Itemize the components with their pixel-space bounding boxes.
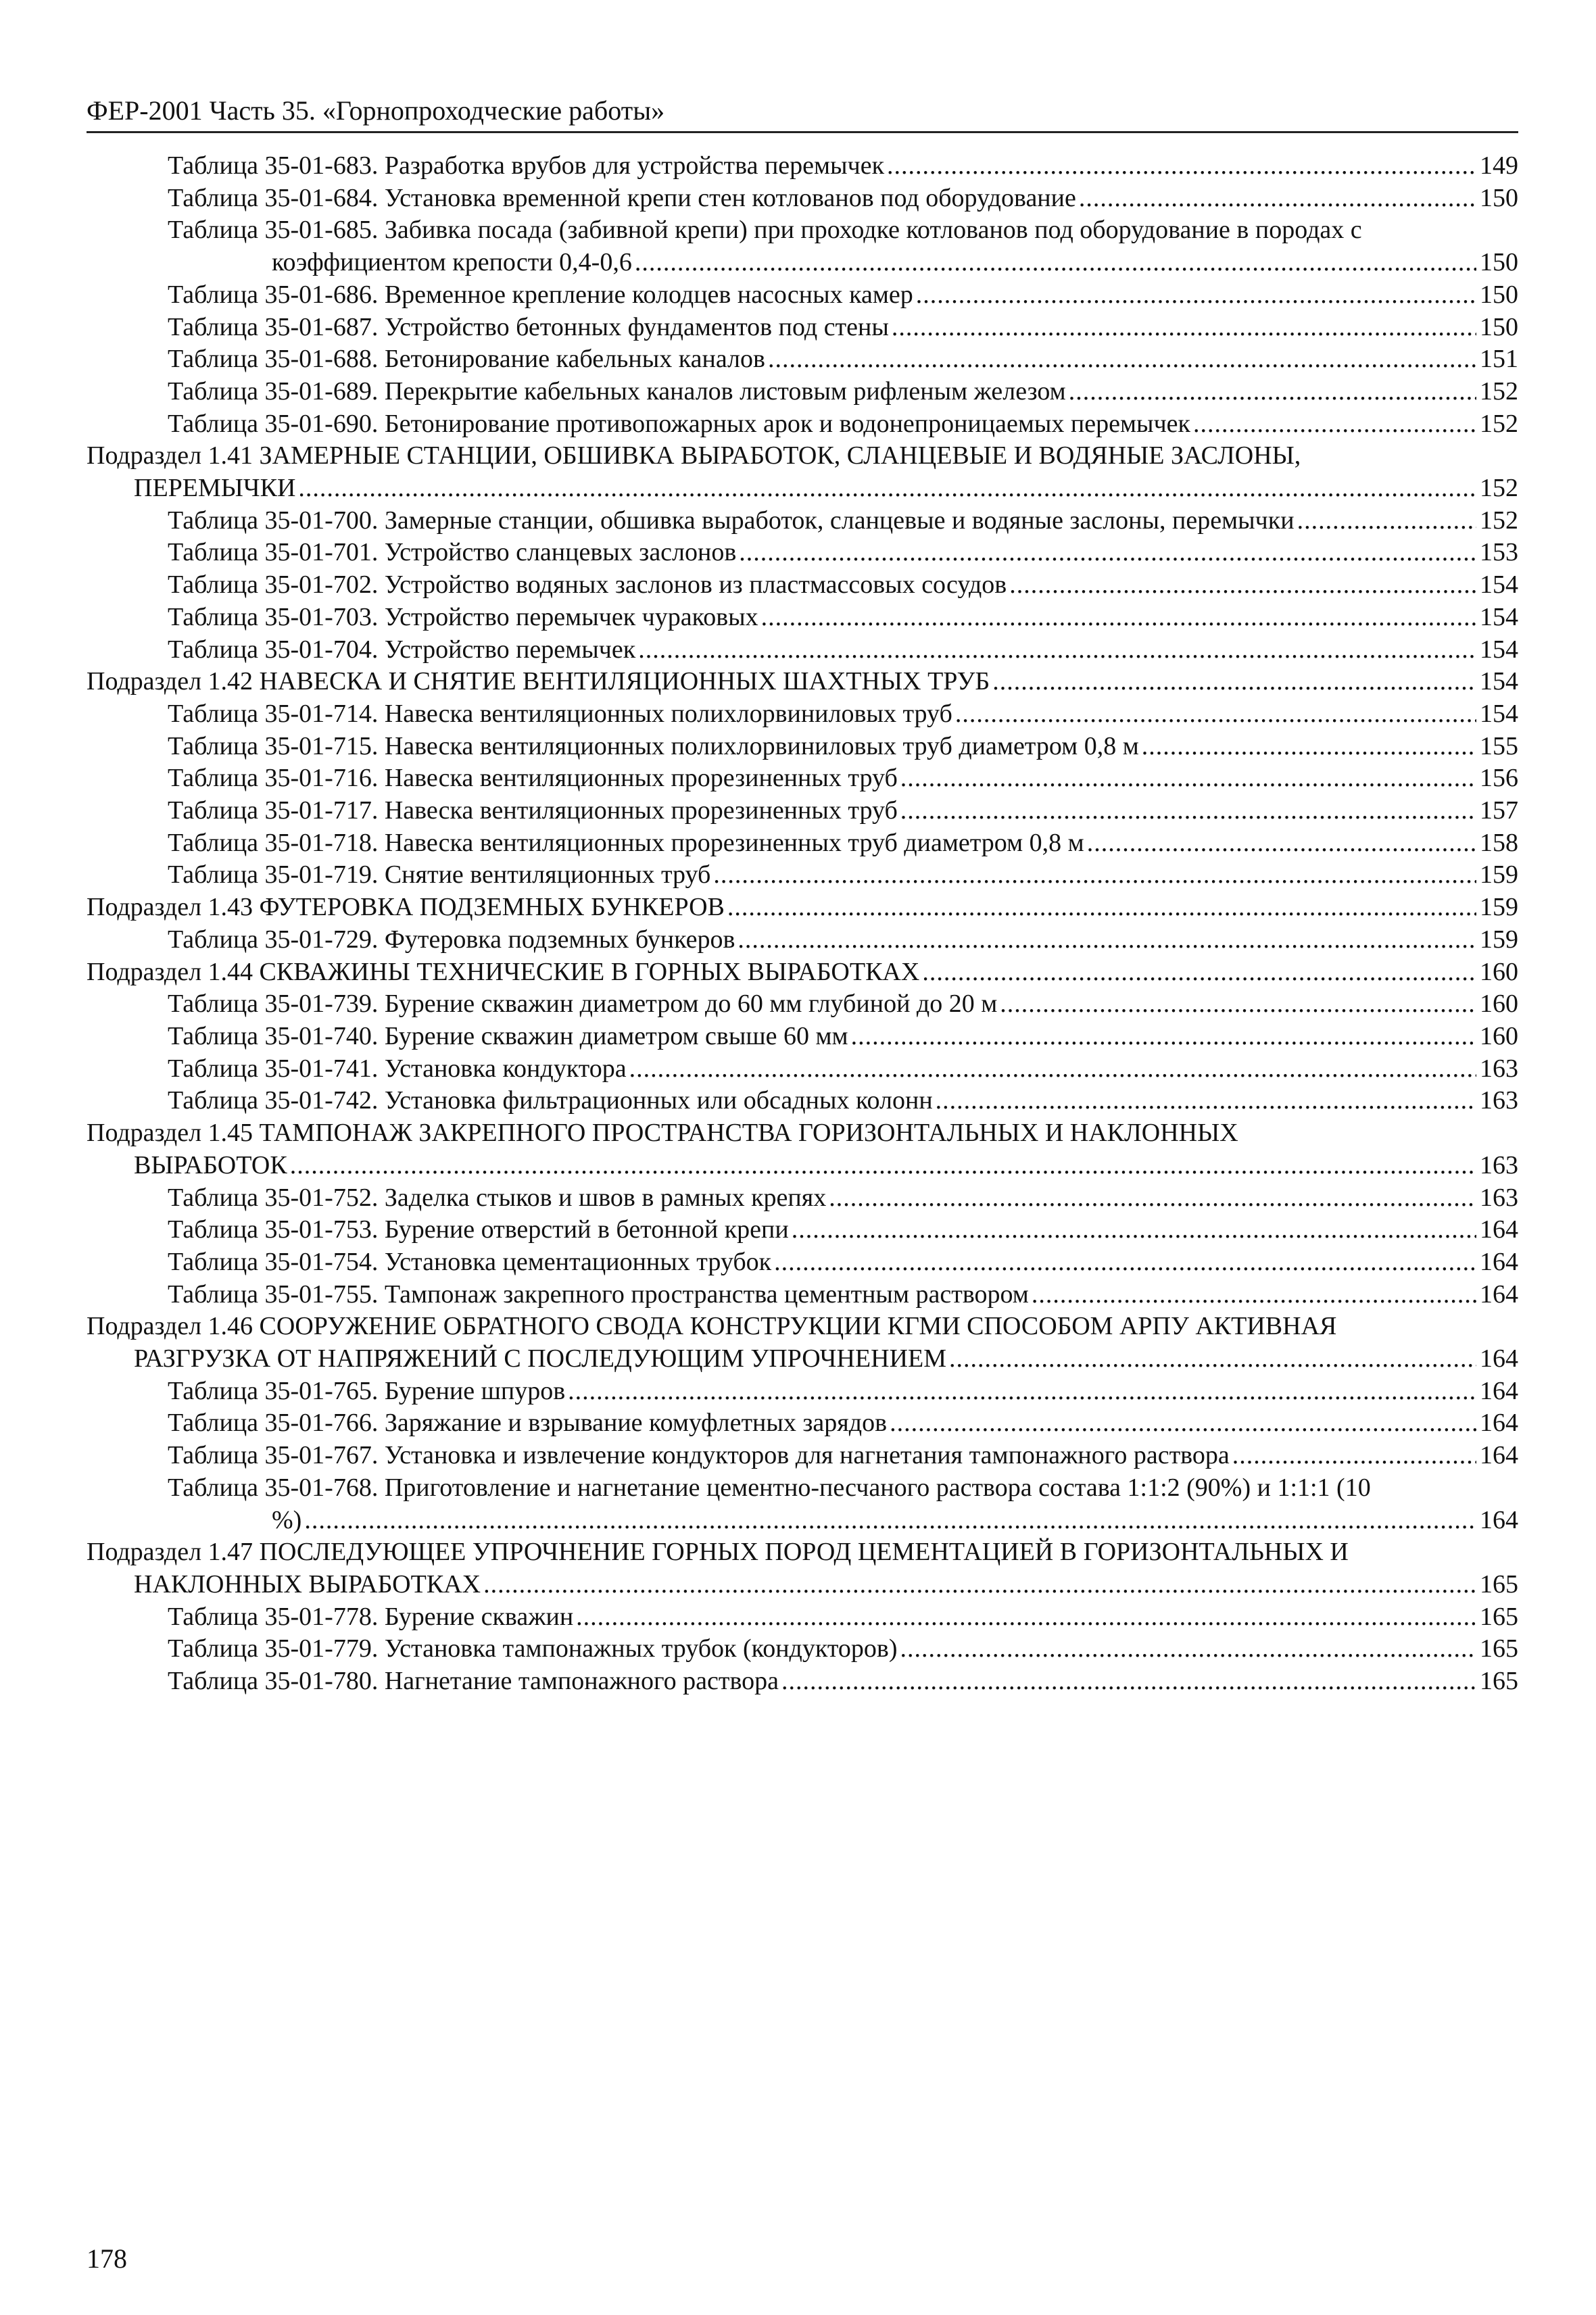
- toc-dot-leader: [851, 1021, 1476, 1053]
- toc-entry-title: ВЫРАБОТОК: [134, 1150, 287, 1179]
- toc-table-entry: [87, 827, 1518, 860]
- toc-dot-leader: [1032, 1279, 1476, 1311]
- toc-entry-page: 150: [1480, 183, 1518, 212]
- toc-entry-title: Таблица 35-01-741. Установка кондуктора: [168, 1054, 627, 1083]
- toc-dot-leader: [922, 956, 1476, 989]
- header-divider: [87, 131, 1518, 133]
- toc-entry-page: 160: [1480, 990, 1518, 1019]
- toc-entry-page: 163: [1480, 1054, 1518, 1083]
- toc-dot-leader: [774, 1246, 1476, 1279]
- toc-dot-leader: [1079, 182, 1476, 215]
- toc-entry-page: 164: [1480, 1247, 1518, 1276]
- toc-entry-title: Подраздел 1.41 ЗАМЕРНЫЕ СТАНЦИИ, ОБШИВКА ВЫРАБОТОК, СЛАНЦЕВЫЕ И ВОДЯНЫЕ ЗАСЛОНЫ,: [87, 441, 1301, 470]
- toc-dot-leader: [900, 795, 1476, 827]
- toc-table-entry: [87, 376, 1518, 408]
- toc-table-entry: [87, 1085, 1518, 1117]
- toc-dot-leader: [992, 666, 1476, 698]
- toc-entry-title: Таблица 35-01-717. Навеска вентиляционных прорезиненных труб: [168, 796, 898, 825]
- toc-dot-leader: [304, 1505, 1476, 1537]
- toc-entry-page: 164: [1480, 1505, 1518, 1534]
- toc-table-entry: [87, 1053, 1518, 1086]
- toc-entry-title: Таблица 35-01-739. Бурение скважин диаметром до 60 мм глубиной до 20 м: [168, 990, 998, 1019]
- toc-entry-title: Таблица 35-01-755. Тампонаж закрепного пространства цементным раствором: [168, 1280, 1029, 1309]
- toc-table-entry: [87, 602, 1518, 634]
- toc-table-entry: [87, 214, 1518, 247]
- toc-entry-title: Таблица 35-01-690. Бетонирование противопожарных арок и водонепроницаемых перемычек: [168, 409, 1191, 438]
- toc-table-entry: [87, 1472, 1518, 1505]
- toc-section-entry: [87, 1343, 1518, 1375]
- toc-table-entry: [87, 343, 1518, 376]
- toc-entry-title: Таблица 35-01-753. Бурение отверстий в бетонной крепи: [168, 1215, 789, 1244]
- toc-entry-page: 159: [1480, 893, 1518, 922]
- toc-dot-leader: [629, 1053, 1476, 1086]
- toc-table-entry: [87, 859, 1518, 892]
- toc-entry-page: 156: [1480, 764, 1518, 793]
- toc-entry-title: %): [272, 1505, 302, 1534]
- toc-table-entry: [87, 731, 1518, 763]
- toc-entry-title: Подраздел 1.42 НАВЕСКА И СНЯТИЕ ВЕНТИЛЯЦИОННЫХ ШАХТНЫХ ТРУБ: [87, 667, 990, 696]
- toc-entry-title: Таблица 35-01-703. Устройство перемычек чураковых: [168, 602, 758, 631]
- toc-entry-page: 160: [1480, 957, 1518, 986]
- toc-dot-leader: [638, 634, 1476, 666]
- toc-table-entry: [87, 1601, 1518, 1634]
- toc-entry-title: Таблица 35-01-704. Устройство перемычек: [168, 635, 636, 664]
- toc-entry-page: 154: [1480, 635, 1518, 664]
- toc-section-entry: [87, 1117, 1518, 1150]
- toc-table-entry: [87, 1407, 1518, 1440]
- toc-entry-title: Таблица 35-01-687. Устройство бетонных фундаментов под стены: [168, 312, 889, 341]
- toc-entry-page: 154: [1480, 570, 1518, 600]
- toc-entry-page: 164: [1480, 1280, 1518, 1309]
- toc-entry-page: 154: [1480, 699, 1518, 728]
- toc-entry-title: Подраздел 1.47 ПОСЛЕДУЮЩЕЕ УПРОЧНЕНИЕ ГОРНЫХ ПОРОД ЦЕМЕНТАЦИЕЙ В ГОРИЗОНТАЛЬНЫХ И: [87, 1538, 1349, 1567]
- toc-dot-leader: [568, 1375, 1476, 1408]
- toc-dot-leader: [792, 1214, 1476, 1246]
- toc-dot-leader: [290, 1150, 1476, 1182]
- toc-table-entry: [87, 1021, 1518, 1053]
- toc-entry-title: Таблица 35-01-684. Установка временной крепи стен котлованов под оборудование: [168, 183, 1076, 212]
- toc-entry-title: Подраздел 1.45 ТАМПОНАЖ ЗАКРЕПНОГО ПРОСТРАНСТВА ГОРИЗОНТАЛЬНЫХ И НАКЛОННЫХ: [87, 1119, 1238, 1148]
- toc-entry-title: Таблица 35-01-766. Заряжание и взрывание комуфлетных зарядов: [168, 1409, 888, 1438]
- toc-entry-title: Таблица 35-01-768. Приготовление и нагнетание цементно-песчаного раствора состава 1:1:2 (90%) и 1:1:1 (10: [168, 1473, 1371, 1502]
- toc-entry-page: 154: [1480, 602, 1518, 631]
- toc-dot-leader: [727, 892, 1476, 924]
- toc-dot-leader: [900, 1633, 1476, 1665]
- table-of-contents: [87, 150, 1518, 1698]
- toc-dot-leader: [713, 859, 1476, 892]
- toc-entry-page: 164: [1480, 1344, 1518, 1373]
- toc-dot-leader: [1193, 408, 1476, 441]
- toc-table-entry: [87, 182, 1518, 215]
- toc-section-entry: [87, 472, 1518, 505]
- toc-entry-page: 158: [1480, 828, 1518, 857]
- toc-entry-page: 150: [1480, 312, 1518, 341]
- toc-entry-title: Таблица 35-01-742. Установка фильтрационных или обсадных колонн: [168, 1086, 933, 1115]
- toc-entry-page: 165: [1480, 1569, 1518, 1599]
- toc-dot-leader: [949, 1343, 1476, 1375]
- toc-section-entry: [87, 666, 1518, 698]
- toc-entry-page: 152: [1480, 409, 1518, 438]
- toc-entry-page: 152: [1480, 376, 1518, 406]
- toc-dot-leader: [483, 1569, 1476, 1601]
- toc-entry-title: Таблица 35-01-779. Установка тампонажных трубок (кондукторов): [168, 1634, 898, 1663]
- toc-dot-leader: [1000, 988, 1476, 1021]
- running-header: ФЕР-2001 Часть 35. «Горнопроходческие работы»: [87, 95, 665, 126]
- toc-entry-page: 164: [1480, 1441, 1518, 1470]
- toc-dot-leader: [1232, 1440, 1476, 1472]
- toc-dot-leader: [829, 1182, 1476, 1215]
- toc-entry-title: Таблица 35-01-683. Разработка врубов для устройства перемычек: [168, 151, 885, 180]
- toc-entry-title: Таблица 35-01-714. Навеска вентиляционных полихлорвиниловых труб: [168, 699, 952, 728]
- toc-table-entry: [87, 924, 1518, 956]
- toc-dot-leader: [576, 1601, 1476, 1634]
- toc-section-entry: [87, 1569, 1518, 1601]
- toc-dot-leader: [1297, 505, 1476, 537]
- toc-entry-title: Таблица 35-01-729. Футеровка подземных бункеров: [168, 925, 735, 954]
- toc-entry-title: Таблица 35-01-686. Временное крепление колодцев насосных камер: [168, 280, 913, 309]
- toc-entry-page: 164: [1480, 1409, 1518, 1438]
- toc-entry-page: 163: [1480, 1150, 1518, 1179]
- toc-dot-leader: [916, 279, 1476, 312]
- toc-entry-page: 163: [1480, 1183, 1518, 1212]
- toc-dot-leader: [890, 1407, 1476, 1440]
- toc-dot-leader: [955, 698, 1476, 731]
- toc-table-entry: [87, 762, 1518, 795]
- toc-entry-title: Таблица 35-01-688. Бетонирование кабельных каналов: [168, 345, 765, 374]
- toc-section-entry: [87, 892, 1518, 924]
- toc-entry-title: Подраздел 1.46 СООРУЖЕНИЕ ОБРАТНОГО СВОДА КОНСТРУКЦИИ КГМИ СПОСОБОМ АРПУ АКТИВНАЯ: [87, 1312, 1337, 1341]
- toc-entry-title: РАЗГРУЗКА ОТ НАПРЯЖЕНИЙ С ПОСЛЕДУЮЩИМ УПРОЧНЕНИЕМ: [134, 1344, 947, 1373]
- toc-entry-title: Таблица 35-01-685. Забивка посада (забивной крепи) при проходке котлованов под оборудование в породах с: [168, 216, 1362, 245]
- toc-entry-title: Таблица 35-01-767. Установка и извлечение кондукторов для нагнетания тампонажного раствора: [168, 1441, 1230, 1470]
- toc-entry-title: коэффициентом крепости 0,4-0,6: [272, 248, 632, 277]
- toc-entry-page: 165: [1480, 1634, 1518, 1663]
- toc-entry-page: 164: [1480, 1376, 1518, 1405]
- toc-entry-page: 165: [1480, 1602, 1518, 1631]
- toc-table-entry: [87, 1279, 1518, 1311]
- toc-entry-title: Таблица 35-01-765. Бурение шпуров: [168, 1376, 566, 1405]
- toc-dot-leader: [781, 1665, 1476, 1698]
- toc-dot-leader: [1142, 731, 1476, 763]
- toc-entry-title: Таблица 35-01-701. Устройство сланцевых заслонов: [168, 538, 737, 567]
- toc-entry-page: 163: [1480, 1086, 1518, 1115]
- toc-entry-title: Таблица 35-01-719. Снятие вентиляционных труб: [168, 860, 711, 890]
- toc-entry-title: Таблица 35-01-718. Навеска вентиляционных прорезиненных труб диаметром 0,8 м: [168, 828, 1084, 857]
- toc-entry-page: 160: [1480, 1021, 1518, 1050]
- toc-section-entry: [87, 956, 1518, 989]
- toc-dot-leader: [900, 762, 1476, 795]
- toc-dot-leader: [887, 150, 1476, 182]
- toc-entry-title: Таблица 35-01-689. Перекрытие кабельных каналов листовым рифленым железом: [168, 376, 1066, 406]
- toc-table-entry: [87, 1633, 1518, 1665]
- toc-table-entry: [87, 795, 1518, 827]
- toc-table-entry: [87, 1214, 1518, 1246]
- toc-entry-page: 157: [1480, 796, 1518, 825]
- toc-section-entry: [87, 1536, 1518, 1569]
- toc-dot-leader: [1009, 569, 1476, 602]
- toc-table-entry: [87, 1665, 1518, 1698]
- toc-table-entry: [87, 312, 1518, 344]
- toc-entry-page: 151: [1480, 345, 1518, 374]
- toc-entry-title: Подраздел 1.44 СКВАЖИНЫ ТЕХНИЧЕСКИЕ В ГОРНЫХ ВЫРАБОТКАХ: [87, 957, 920, 986]
- toc-table-entry: [87, 1505, 1518, 1537]
- toc-table-entry: [87, 1246, 1518, 1279]
- toc-entry-page: 152: [1480, 474, 1518, 503]
- toc-entry-title: Таблица 35-01-740. Бурение скважин диаметром свыше 60 мм: [168, 1021, 848, 1050]
- toc-dot-leader: [768, 343, 1476, 376]
- toc-entry-page: 152: [1480, 506, 1518, 535]
- toc-table-entry: [87, 634, 1518, 666]
- page-number: 178: [87, 2243, 127, 2274]
- toc-table-entry: [87, 247, 1518, 279]
- toc-table-entry: [87, 698, 1518, 731]
- toc-entry-title: Таблица 35-01-780. Нагнетание тампонажного раствора: [168, 1667, 779, 1696]
- toc-table-entry: [87, 505, 1518, 537]
- toc-section-entry: [87, 1311, 1518, 1343]
- toc-entry-title: Таблица 35-01-715. Навеска вентиляционных полихлорвиниловых труб диаметром 0,8 м: [168, 731, 1139, 760]
- toc-entry-page: 159: [1480, 925, 1518, 954]
- toc-section-entry: [87, 440, 1518, 472]
- toc-table-entry: [87, 408, 1518, 441]
- toc-entry-title: НАКЛОННЫХ ВЫРАБОТКАХ: [134, 1569, 481, 1599]
- toc-entry-page: 165: [1480, 1667, 1518, 1696]
- toc-entry-page: 164: [1480, 1215, 1518, 1244]
- toc-dot-leader: [298, 472, 1476, 505]
- toc-table-entry: [87, 1375, 1518, 1408]
- toc-entry-page: 150: [1480, 280, 1518, 309]
- toc-entry-title: Таблица 35-01-700. Замерные станции, обшивка выработок, сланцевые и водяные заслоны, перемычки: [168, 506, 1295, 535]
- toc-dot-leader: [761, 602, 1476, 634]
- toc-entry-title: Таблица 35-01-754. Установка цементационных трубок: [168, 1247, 772, 1276]
- toc-entry-title: Таблица 35-01-716. Навеска вентиляционных прорезиненных труб: [168, 764, 898, 793]
- toc-entry-page: 155: [1480, 731, 1518, 760]
- toc-entry-page: 149: [1480, 151, 1518, 180]
- toc-dot-leader: [892, 312, 1476, 344]
- toc-entry-page: 150: [1480, 248, 1518, 277]
- toc-section-entry: [87, 1150, 1518, 1182]
- toc-dot-leader: [737, 924, 1476, 956]
- toc-table-entry: [87, 1182, 1518, 1215]
- toc-entry-page: 153: [1480, 538, 1518, 567]
- toc-entry-page: 159: [1480, 860, 1518, 890]
- toc-table-entry: [87, 988, 1518, 1021]
- toc-dot-leader: [1069, 376, 1476, 408]
- toc-table-entry: [87, 537, 1518, 569]
- toc-dot-leader: [936, 1085, 1476, 1117]
- toc-dot-leader: [1087, 827, 1476, 860]
- toc-entry-title: Подраздел 1.43 ФУТЕРОВКА ПОДЗЕМНЫХ БУНКЕРОВ: [87, 893, 725, 922]
- toc-table-entry: [87, 569, 1518, 602]
- toc-dot-leader: [739, 537, 1476, 569]
- toc-entry-page: 154: [1480, 667, 1518, 696]
- toc-table-entry: [87, 150, 1518, 182]
- toc-dot-leader: [635, 247, 1476, 279]
- toc-table-entry: [87, 1440, 1518, 1472]
- toc-table-entry: [87, 279, 1518, 312]
- toc-entry-title: Таблица 35-01-702. Устройство водяных заслонов из пластмассовых сосудов: [168, 570, 1007, 600]
- toc-entry-title: ПЕРЕМЫЧКИ: [134, 474, 296, 503]
- toc-entry-title: Таблица 35-01-778. Бурение скважин: [168, 1602, 574, 1631]
- toc-entry-title: Таблица 35-01-752. Заделка стыков и швов в рамных крепях: [168, 1183, 827, 1212]
